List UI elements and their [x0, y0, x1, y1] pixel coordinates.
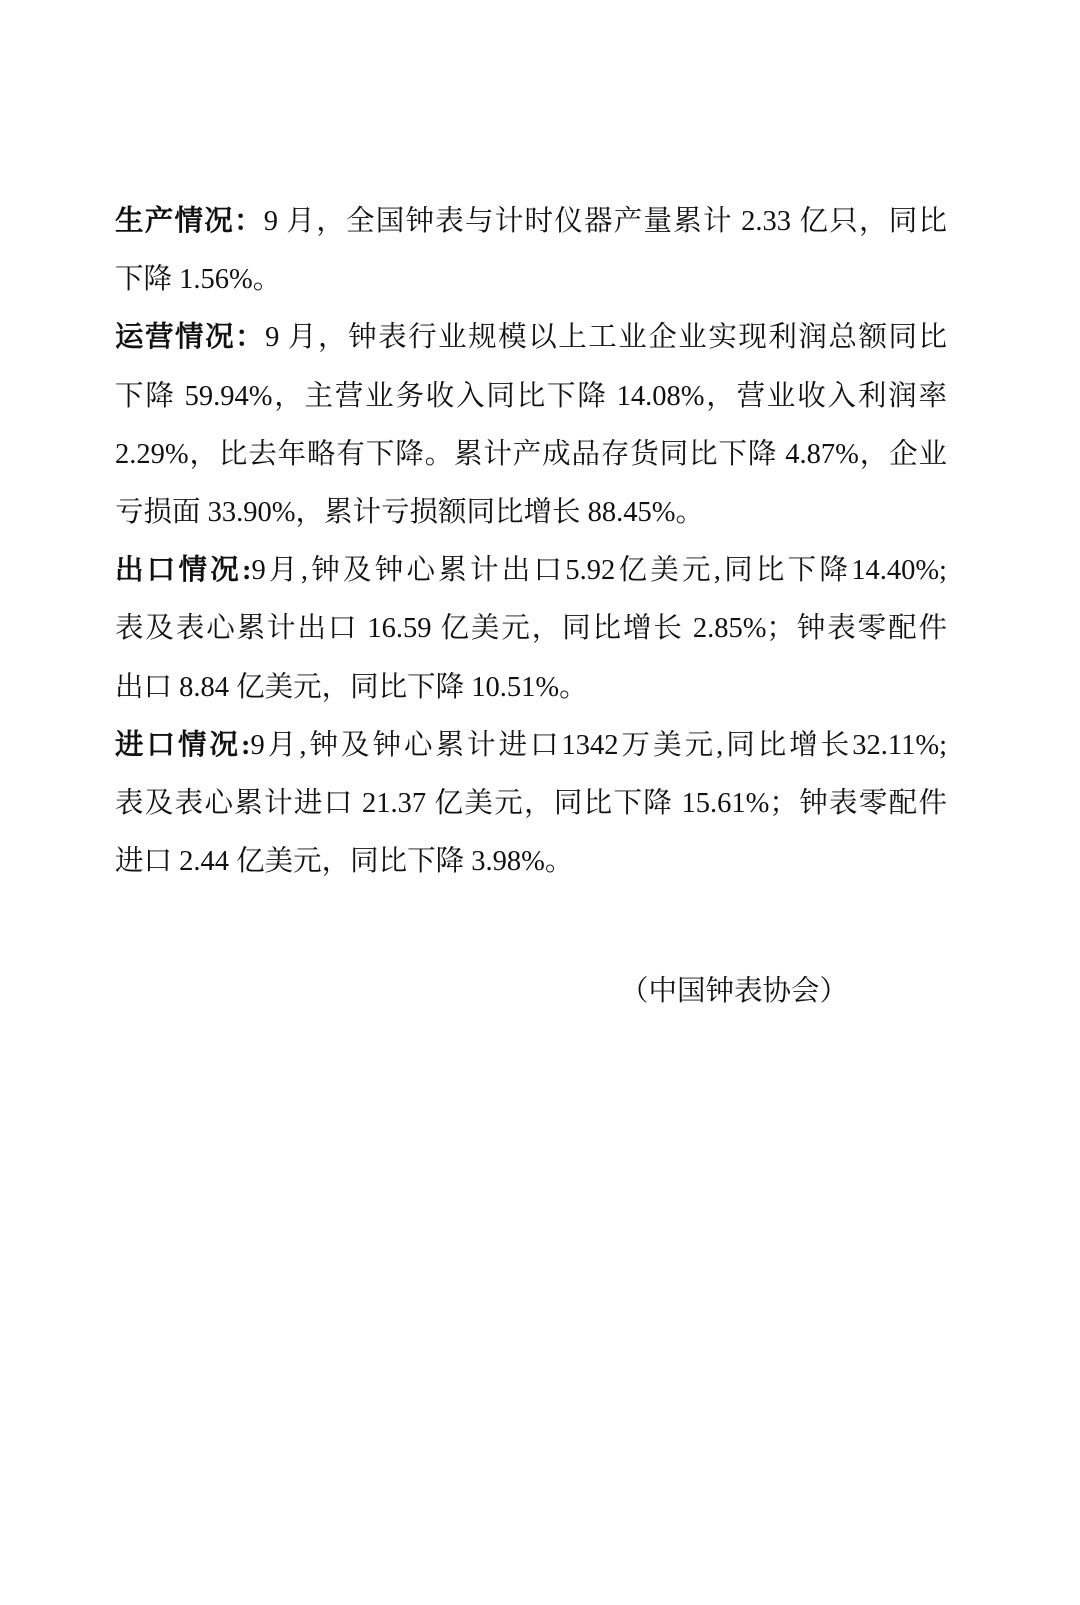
section-label: 进口情况:: [115, 729, 251, 761]
paragraph-line: 下降 59.94%，主营业务收入同比下降 14.08%，营业收入利润率: [115, 380, 947, 412]
document-body: [115, 193, 947, 891]
paragraph-line: 出口 8.84 亿美元，同比下降 10.51%。: [115, 671, 588, 703]
paragraph-line: [115, 542, 947, 600]
paragraph-line: [115, 309, 947, 367]
section-label: 运营情况：: [115, 322, 266, 354]
paragraph-line: 亏损面 33.90%，累计亏损额同比增长 88.45%。: [115, 496, 704, 528]
signature: （中国钟表协会）: [619, 976, 848, 1007]
line-text: 9月,钟及钟心累计进口1342万美元,同比增长32.11%;: [250, 729, 947, 761]
section-exports: [115, 542, 947, 717]
paragraph-line: [115, 193, 947, 251]
section-production: [115, 193, 947, 309]
section-label: 生产情况：: [115, 206, 264, 237]
section-operations: [115, 309, 947, 542]
line-text: 9 月，钟表行业规模以上工业企业实现利润总额同比: [265, 322, 947, 354]
paragraph-line: 表及表心累计进口 21.37 亿美元，同比下降 15.61%；钟表零配件: [115, 787, 947, 819]
paragraph-line: 2.29%，比去年略有下降。累计产成品存货同比下降 4.87%，企业: [115, 438, 947, 470]
paragraph-line: 进口 2.44 亿美元，同比下降 3.98%。: [115, 846, 574, 878]
paragraph-line: [115, 717, 947, 775]
section-label: 出口情况:: [115, 555, 252, 587]
paragraph-line: 表及表心累计出口 16.59 亿美元，同比增长 2.85%；钟表零配件: [115, 613, 947, 645]
section-imports: [115, 717, 947, 892]
line-text: 9 月，全国钟表与计时仪器产量累计 2.33 亿只，同比: [263, 206, 947, 237]
line-text: 9月,钟及钟心累计出口5.92亿美元,同比下降14.40%;: [251, 555, 947, 587]
paragraph-line: 下降 1.56%。: [115, 264, 282, 296]
